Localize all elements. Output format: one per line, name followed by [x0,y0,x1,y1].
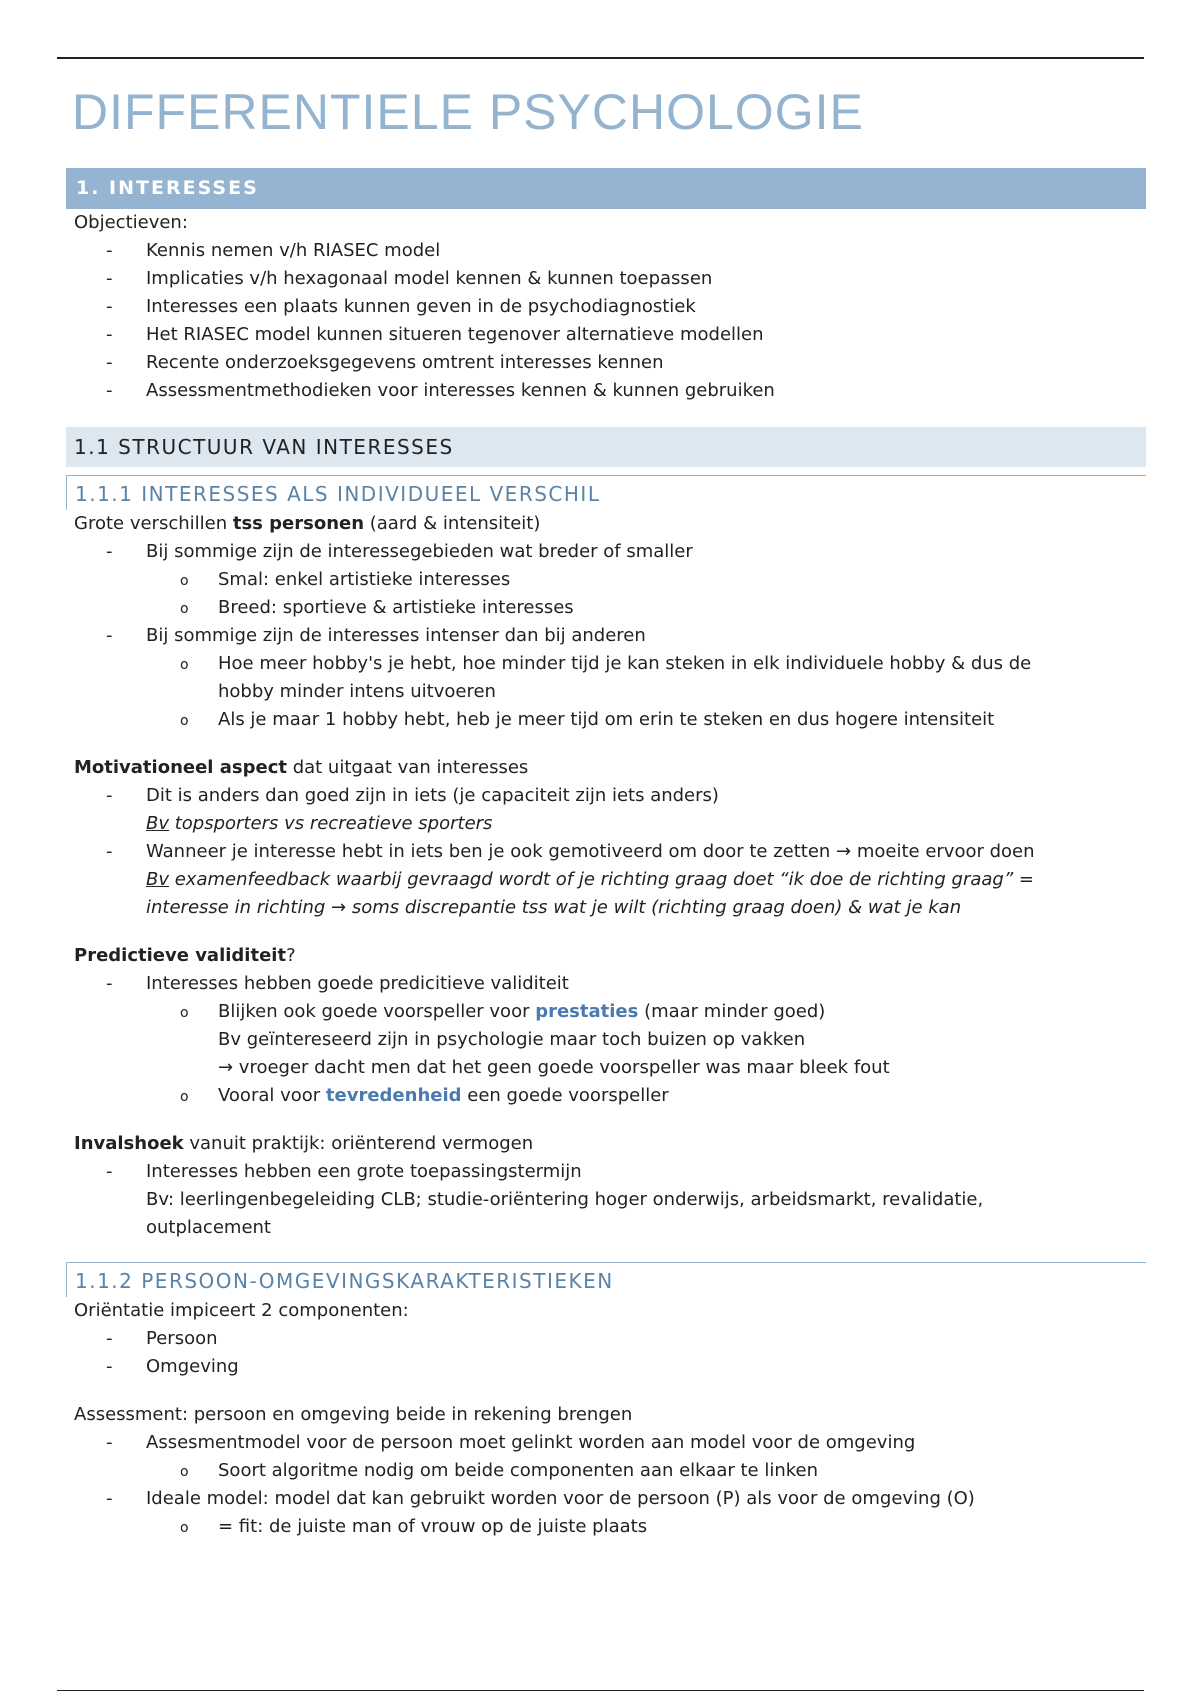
example-line: interesse in richting → soms discrepantie tss wat je wilt (richting graag doen) & wat je kan [146,897,962,918]
top-rule [57,57,1144,59]
objectives-label: Objectieven: [74,212,188,233]
list-item: - Assesmentmodel voor de persoon moet gelinkt worden aan model voor de omgeving [106,1432,916,1453]
list-item: - Het RIASEC model kunnen situeren tegenover alternatieve modellen [106,324,764,345]
paragraph-predictive: Predictieve validiteit? [74,945,296,966]
sub-list-continuation: → vroeger dacht men dat het geen goede voorspeller was maar bleek fout [218,1057,890,1078]
sub-list-item: o Breed: sportieve & artistieke interesses [180,597,574,618]
list-item: - Ideale model: model dat kan gebruikt worden voor de persoon (P) als voor de omgeving (O) [106,1488,975,1509]
list-item: - Interesses hebben goede predicitieve validiteit [106,973,569,994]
list-item: - Assessmentmethodieken voor interesses kennen & kunnen gebruiken [106,380,775,401]
example-line: Bv topsporters vs recreatieve sporters [146,813,493,834]
example-line: Bv examenfeedback waarbij gevraagd wordt of je richting graag doet “ik doe de richting graag” = [146,869,1034,890]
list-item: - Wanneer je interesse hebt in iets ben je ook gemotiveerd om door te zetten → moeite ervoor doen [106,841,1035,862]
list-item: - Kennis nemen v/h RIASEC model [106,240,441,261]
sub-list-item: o Soort algoritme nodig om beide componenten aan elkaar te linken [180,1460,818,1481]
paragraph: Grote verschillen tss personen (aard & intensiteit) [74,513,541,534]
list-item: - Dit is anders dan goed zijn in iets (je capaciteit zijn iets anders) [106,785,719,806]
heading-2: 1.1 STRUCTUUR VAN INTERESSES [66,427,1146,467]
paragraph-motivational: Motivationeel aspect dat uitgaat van interesses [74,757,529,778]
paragraph: Oriëntatie impiceert 2 componenten: [74,1300,409,1321]
list-item: - Bij sommige zijn de interessegebieden wat breder of smaller [106,541,693,562]
sub-list-continuation: Bv geïntereseerd zijn in psychologie maar toch buizen op vakken [218,1029,806,1050]
objectives-list [66,237,1146,405]
sub-list-item: o Hoe meer hobby's je hebt, hoe minder tijd je kan steken in elk individuele hobby & dus de [180,653,1032,674]
paragraph-invalshoek: Invalshoek vanuit praktijk: oriënterend vermogen [74,1133,534,1154]
heading-1: 1. INTERESSES [66,168,1146,209]
heading-3-person-environment: 1.1.2 PERSOON-OMGEVINGSKARAKTERISTIEKEN [66,1262,1146,1297]
sub-list-item: o Vooral voor tevredenheid een goede voorspeller [180,1085,669,1106]
list-continuation: Bv: leerlingenbegeleiding CLB; studie-oriëntering hoger onderwijs, arbeidsmarkt, revalidatie, [146,1189,984,1210]
document-body [66,72,1146,1541]
heading-3-individual-difference: 1.1.1 INTERESSES ALS INDIVIDUEEL VERSCHIL [66,475,1146,510]
bottom-rule [57,1690,1144,1691]
list-item: - Recente onderzoeksgegevens omtrent interesses kennen [106,352,664,373]
list-item: - Implicaties v/h hexagonaal model kennen & kunnen toepassen [106,268,713,289]
sub-list-item: o Als je maar 1 hobby hebt, heb je meer tijd om erin te steken en dus hogere intensiteit [180,709,995,730]
sub-list-continuation: hobby minder intens uitvoeren [218,681,496,702]
list-item: - Omgeving [106,1356,239,1377]
list-continuation: outplacement [146,1217,271,1238]
paragraph: Assessment: persoon en omgeving beide in rekening brengen [74,1404,633,1425]
list-item: - Interesses een plaats kunnen geven in de psychodiagnostiek [106,296,696,317]
sub-list-item: o Blijken ook goede voorspeller voor prestaties (maar minder goed) [180,1001,826,1022]
sub-list-item: o Smal: enkel artistieke interesses [180,569,511,590]
sub-list-item: o = fit: de juiste man of vrouw op de juiste plaats [180,1516,648,1537]
list-item: - Interesses hebben een grote toepassingstermijn [106,1161,582,1182]
page-title: DIFFERENTIELE PSYCHOLOGIE [72,84,864,140]
list-item: - Persoon [106,1328,218,1349]
list-item: - Bij sommige zijn de interesses intenser dan bij anderen [106,625,646,646]
